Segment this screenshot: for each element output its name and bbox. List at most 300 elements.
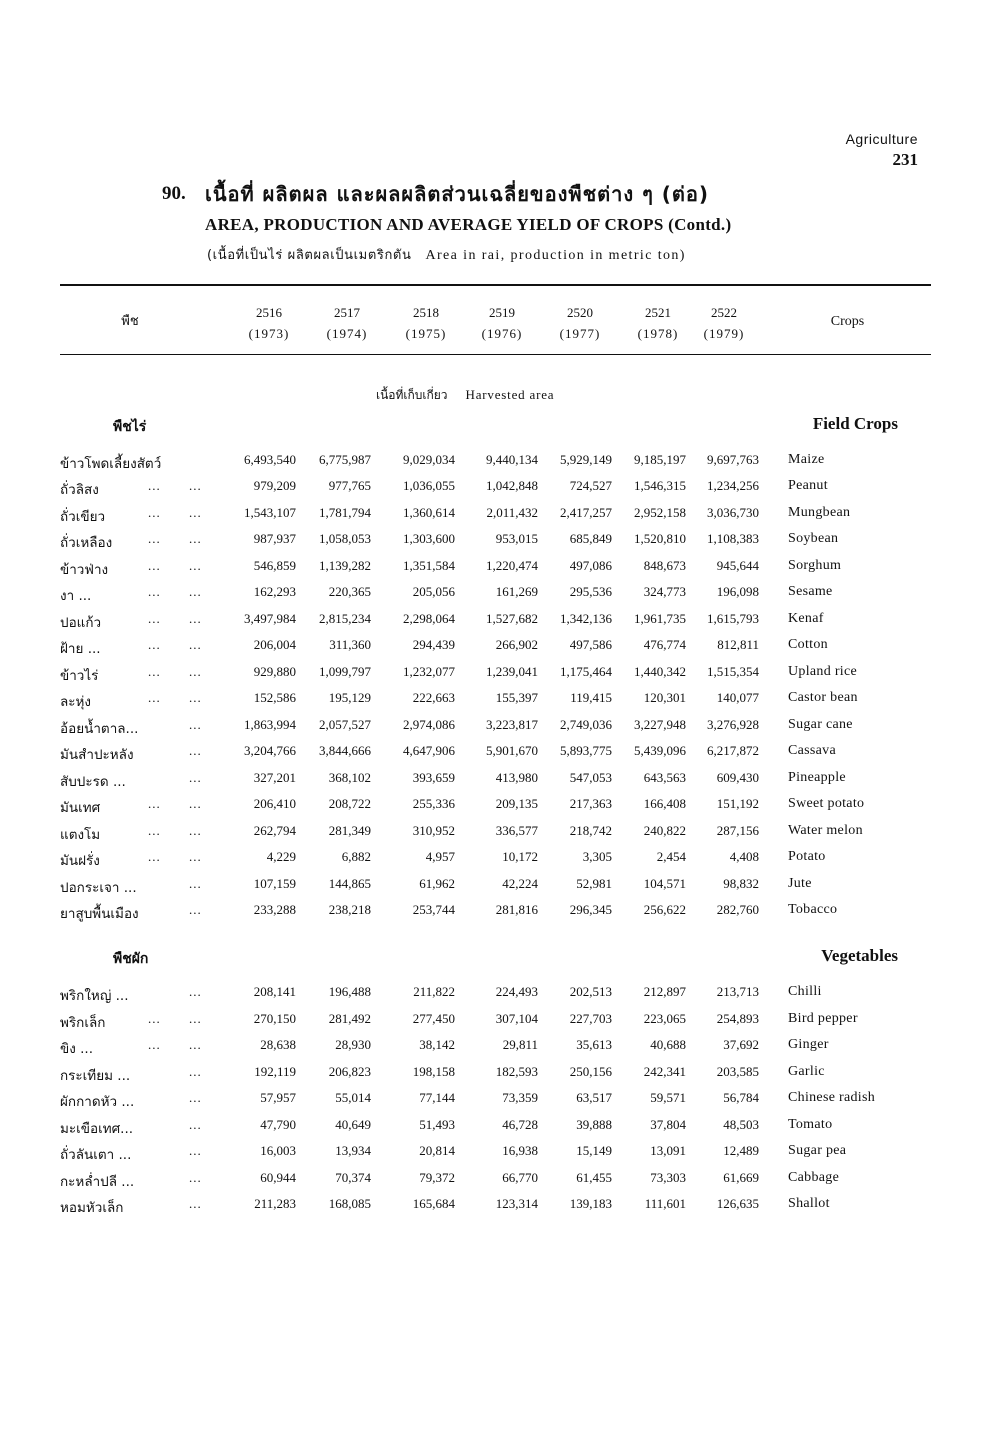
crop-name-thai: หอมหัวเล็ก [60,1200,124,1216]
crop-name-english: Shallot [788,1196,830,1211]
value-cell: 151,192 [716,796,759,811]
value-cell: 211,822 [413,984,455,999]
value-cell: 77,144 [419,1090,455,1105]
value-cell: 196,098 [716,584,759,599]
year-header [689,302,759,344]
value-cell: 155,397 [495,690,538,705]
year-header-buddhist: 2516 [256,305,282,320]
value-cell: 242,341 [643,1064,686,1079]
value-cell: 1,234,256 [707,478,759,493]
value-cell: 287,156 [716,823,759,838]
value-cell: 497,586 [569,637,612,652]
value-cell: 6,882 [341,849,371,864]
year-header-buddhist: 2521 [645,305,671,320]
crop-name-english: Soybean [788,531,839,546]
value-cell: 162,293 [253,584,296,599]
value-cell: 39,888 [576,1117,612,1132]
crop-name-thai: ฝ้าย ... [60,641,101,657]
leader-dots: ... [148,611,161,626]
crop-name-thai: ขิง ... [60,1041,93,1057]
crop-name-thai: พริกใหญ่ ... [60,988,129,1004]
value-cell: 48,503 [723,1117,759,1132]
value-cell: 104,571 [643,876,686,891]
subheading-english: Harvested area [465,387,555,402]
crop-name-thai: แตงโม [60,827,101,843]
value-cell: 1,515,354 [707,664,759,679]
crop-name-english: Ginger [788,1037,829,1052]
value-cell: 1,175,464 [560,664,612,679]
table-row [0,902,990,922]
leader-dots: ... [189,984,202,999]
value-cell: 1,139,282 [319,558,371,573]
year-header-gregorian: (1977) [559,326,601,341]
crop-name-thai: ถั่วลิสง [60,482,99,498]
value-cell: 4,408 [729,849,759,864]
value-cell: 206,823 [328,1064,371,1079]
value-cell: 218,742 [569,823,612,838]
value-cell: 685,849 [569,531,612,546]
value-cell: 140,077 [716,690,759,705]
year-header [545,302,615,344]
value-cell: 324,773 [643,584,686,599]
value-cell: 60,944 [260,1170,296,1185]
value-cell: 5,893,775 [560,743,612,758]
leader-dots: ... [148,1011,161,1026]
year-header-buddhist: 2518 [413,305,439,320]
year-header [391,302,461,344]
value-cell: 2,815,234 [319,611,371,626]
value-cell: 1,232,077 [403,664,455,679]
crop-name-thai: กระเทียม ... [60,1068,131,1084]
crop-name-english: Sugar cane [788,717,853,732]
value-cell: 254,893 [716,1011,759,1026]
value-cell: 1,058,053 [319,531,371,546]
value-cell: 3,305 [582,849,612,864]
value-cell: 266,902 [495,637,538,652]
year-header-buddhist: 2522 [711,305,737,320]
subheading-harvested-area [376,386,554,405]
crop-name-thai: สับปะรด ... [60,774,126,790]
value-cell: 9,185,197 [634,452,686,467]
value-cell: 35,613 [576,1037,612,1052]
value-cell: 37,692 [723,1037,759,1052]
value-cell: 3,223,817 [486,717,538,732]
value-cell: 2,417,257 [560,505,612,520]
crop-name-thai: ละหุ่ง [60,694,92,710]
crop-name-thai: ถั่วเหลือง [60,535,113,551]
value-cell: 295,536 [569,584,612,599]
value-cell: 152,586 [253,690,296,705]
column-header-crops: Crops [830,314,865,329]
value-cell: 55,014 [335,1090,371,1105]
table-header-rule [60,354,931,355]
value-cell: 166,408 [643,796,686,811]
crop-name-thai: ปอแก้ว [60,615,102,631]
value-cell: 262,794 [253,823,296,838]
value-cell: 220,365 [328,584,371,599]
value-cell: 40,688 [650,1037,686,1052]
value-cell: 3,844,666 [319,743,371,758]
value-cell: 144,865 [328,876,371,891]
table-title-english: AREA, PRODUCTION AND AVERAGE YIELD OF CROPS (Contd.) [205,215,732,234]
table-row [0,743,990,763]
crop-name-english: Water melon [788,823,863,838]
value-cell: 28,638 [260,1037,296,1052]
value-cell: 98,832 [723,876,759,891]
value-cell: 1,781,794 [319,505,371,520]
table-row [0,823,990,843]
table-row [0,1143,990,1163]
value-cell: 277,450 [412,1011,455,1026]
value-cell: 16,938 [502,1143,538,1158]
value-cell: 9,029,034 [403,452,455,467]
value-cell: 20,814 [419,1143,455,1158]
value-cell: 1,961,735 [634,611,686,626]
value-cell: 3,276,928 [707,717,759,732]
leader-dots: ... [189,876,202,891]
value-cell: 203,585 [716,1064,759,1079]
year-header-gregorian: (1974) [326,326,368,341]
value-cell: 202,513 [569,984,612,999]
year-header-gregorian: (1973) [248,326,290,341]
year-header-buddhist: 2517 [334,305,360,320]
table-row [0,611,990,631]
value-cell: 240,822 [643,823,686,838]
value-cell: 224,493 [495,984,538,999]
value-cell: 165,684 [412,1196,455,1211]
value-cell: 294,439 [412,637,455,652]
crop-name-english: Tobacco [788,902,838,917]
table-row [0,637,990,657]
value-cell: 5,439,096 [634,743,686,758]
value-cell: 310,952 [412,823,455,838]
table-row [0,452,990,472]
value-cell: 59,571 [650,1090,686,1105]
table-row [0,558,990,578]
value-cell: 282,760 [716,902,759,917]
unit-note-english: Area in rai, production in metric ton) [425,248,686,263]
crop-name-english: Cassava [788,743,836,758]
section-heading-thai: พืชผัก [113,951,149,967]
leader-dots: ... [189,637,202,652]
value-cell: 2,749,036 [560,717,612,732]
value-cell: 205,056 [412,584,455,599]
value-cell: 413,980 [495,770,538,785]
value-cell: 1,527,682 [486,611,538,626]
year-header-buddhist: 2520 [567,305,593,320]
value-cell: 311,360 [329,637,371,652]
value-cell: 2,057,527 [319,717,371,732]
value-cell: 212,897 [643,984,686,999]
table-row [0,690,990,710]
value-cell: 123,314 [495,1196,538,1211]
leader-dots: ... [189,664,202,679]
year-header-gregorian: (1975) [405,326,447,341]
value-cell: 307,104 [495,1011,538,1026]
value-cell: 393,659 [412,770,455,785]
leader-dots: ... [189,611,202,626]
value-cell: 51,493 [419,1117,455,1132]
value-cell: 4,957 [425,849,455,864]
leader-dots: ... [148,637,161,652]
value-cell: 1,520,810 [634,531,686,546]
crop-name-thai: ข้าวโพดเลี้ยงสัตว์ [60,456,162,472]
value-cell: 3,204,766 [244,743,296,758]
value-cell: 9,440,134 [486,452,538,467]
table-unit-note [207,244,686,265]
year-header-gregorian: (1976) [481,326,523,341]
year-header-gregorian: (1979) [703,326,745,341]
value-cell: 4,229 [266,849,296,864]
crop-name-english: Chinese radish [788,1090,876,1105]
crop-name-english: Sesame [788,584,833,599]
value-cell: 61,669 [723,1170,759,1185]
leader-dots: ... [189,1037,202,1052]
crop-name-thai: มันเทศ [60,800,101,816]
leader-dots: ... [148,531,161,546]
value-cell: 1,042,848 [486,478,538,493]
leader-dots: ... [148,690,161,705]
value-cell: 196,488 [328,984,371,999]
value-cell: 13,091 [650,1143,686,1158]
value-cell: 270,150 [253,1011,296,1026]
value-cell: 61,455 [576,1170,612,1185]
value-cell: 46,728 [502,1117,538,1132]
value-cell: 107,159 [253,876,296,891]
leader-dots: ... [189,1064,202,1079]
crop-name-english: Bird pepper [788,1011,858,1026]
leader-dots: ... [189,1170,202,1185]
crop-name-english: Chilli [788,984,822,999]
leader-dots: ... [189,531,202,546]
table-row [0,849,990,869]
value-cell: 126,635 [716,1196,759,1211]
value-cell: 1,440,342 [634,664,686,679]
value-cell: 1,360,614 [403,505,455,520]
value-cell: 16,003 [260,1143,296,1158]
value-cell: 198,158 [412,1064,455,1079]
leader-dots: ... [189,1090,202,1105]
value-cell: 3,497,984 [244,611,296,626]
value-cell: 206,410 [253,796,296,811]
leader-dots: ... [189,902,202,917]
table-title-thai: เนื้อที่ ผลิตผล และผลผลิตส่วนเฉลี่ยของพืชต่าง ๆ (ต่อ) [205,182,710,206]
crop-name-english: Sweet potato [788,796,865,811]
value-cell: 13,934 [335,1143,371,1158]
value-cell: 139,183 [569,1196,612,1211]
crop-name-english: Maize [788,452,825,467]
value-cell: 195,129 [328,690,371,705]
value-cell: 547,053 [569,770,612,785]
value-cell: 3,227,948 [634,717,686,732]
crop-name-thai: ผักกาดหัว ... [60,1094,135,1110]
value-cell: 1,303,600 [403,531,455,546]
value-cell: 1,036,055 [403,478,455,493]
leader-dots: ... [189,849,202,864]
value-cell: 42,224 [502,876,538,891]
value-cell: 73,303 [650,1170,686,1185]
table-top-rule [60,284,931,286]
running-head-section: Agriculture [845,131,918,147]
value-cell: 1,099,797 [319,664,371,679]
value-cell: 6,493,540 [244,452,296,467]
value-cell: 208,141 [253,984,296,999]
value-cell: 28,930 [335,1037,371,1052]
table-row [0,664,990,684]
leader-dots: ... [189,1143,202,1158]
leader-dots: ... [189,743,202,758]
leader-dots: ... [189,823,202,838]
table-row [0,1011,990,1031]
value-cell: 213,713 [716,984,759,999]
value-cell: 4,647,906 [403,743,455,758]
value-cell: 281,349 [328,823,371,838]
table-row [0,1196,990,1216]
value-cell: 111,601 [644,1196,686,1211]
year-header [467,302,537,344]
crop-name-english: Peanut [788,478,828,493]
value-cell: 12,489 [723,1143,759,1158]
value-cell: 953,015 [495,531,538,546]
value-cell: 208,722 [328,796,371,811]
value-cell: 10,172 [502,849,538,864]
value-cell: 1,342,136 [560,611,612,626]
value-cell: 222,663 [412,690,455,705]
value-cell: 56,784 [723,1090,759,1105]
value-cell: 5,901,670 [486,743,538,758]
unit-note-thai: (เนื้อที่เป็นไร่ ผลิตผลเป็นเมตริกตัน [207,248,412,263]
year-header-buddhist: 2519 [489,305,515,320]
value-cell: 66,770 [502,1170,538,1185]
crop-name-thai: มันสำปะหลัง [60,747,134,763]
crop-name-english: Jute [788,876,812,891]
value-cell: 281,492 [328,1011,371,1026]
value-cell: 233,288 [253,902,296,917]
value-cell: 1,351,584 [403,558,455,573]
value-cell: 2,298,064 [403,611,455,626]
value-cell: 1,108,383 [707,531,759,546]
leader-dots: ... [189,505,202,520]
value-cell: 15,149 [576,1143,612,1158]
value-cell: 977,765 [328,478,371,493]
value-cell: 6,217,872 [707,743,759,758]
table-row [0,876,990,896]
value-cell: 253,744 [412,902,455,917]
value-cell: 37,804 [650,1117,686,1132]
leader-dots: ... [189,1011,202,1026]
crop-name-english: Potato [788,849,826,864]
value-cell: 238,218 [328,902,371,917]
value-cell: 1,239,041 [486,664,538,679]
section-heading-english: Field Crops [812,414,898,433]
year-header [623,302,693,344]
leader-dots: ... [189,584,202,599]
crop-name-thai: งา ... [60,588,92,604]
crop-name-english: Sugar pea [788,1143,847,1158]
table-row [0,584,990,604]
value-cell: 609,430 [716,770,759,785]
leader-dots: ... [148,849,161,864]
value-cell: 2,454 [656,849,686,864]
value-cell: 223,065 [643,1011,686,1026]
value-cell: 29,811 [502,1037,538,1052]
leader-dots: ... [148,558,161,573]
crop-name-thai: กะหล่ำปลี ... [60,1174,135,1190]
section-heading-thai: พืชไร่ [113,419,147,435]
value-cell: 368,102 [328,770,371,785]
value-cell: 945,644 [716,558,759,573]
value-cell: 327,201 [253,770,296,785]
value-cell: 70,374 [335,1170,371,1185]
value-cell: 2,952,158 [634,505,686,520]
column-header-crop-thai: พืช [121,314,139,329]
value-cell: 812,811 [717,637,759,652]
table-row [0,770,990,790]
crop-name-english: Cotton [788,637,828,652]
leader-dots: ... [148,505,161,520]
crop-name-english: Mungbean [788,505,851,520]
value-cell: 476,774 [643,637,686,652]
value-cell: 61,962 [419,876,455,891]
crop-name-thai: ถั่วเขียว [60,509,106,525]
value-cell: 182,593 [495,1064,538,1079]
value-cell: 3,036,730 [707,505,759,520]
crop-name-thai: พริกเล็ก [60,1015,106,1031]
value-cell: 73,359 [502,1090,538,1105]
value-cell: 211,283 [254,1196,296,1211]
leader-dots: ... [189,558,202,573]
value-cell: 209,135 [495,796,538,811]
table-number: 90. [162,183,186,204]
crop-name-thai: ถั่วลันเตา ... [60,1147,132,1163]
leader-dots: ... [189,717,202,732]
table-row [0,984,990,1004]
value-cell: 47,790 [260,1117,296,1132]
value-cell: 38,142 [419,1037,455,1052]
table-row [0,717,990,737]
leader-dots: ... [148,584,161,599]
crop-name-english: Sorghum [788,558,842,573]
value-cell: 987,937 [253,531,296,546]
year-header-gregorian: (1978) [637,326,679,341]
value-cell: 255,336 [412,796,455,811]
value-cell: 2,974,086 [403,717,455,732]
value-cell: 120,301 [643,690,686,705]
table-row [0,531,990,551]
value-cell: 546,859 [253,558,296,573]
value-cell: 227,703 [569,1011,612,1026]
leader-dots: ... [148,664,161,679]
value-cell: 5,929,149 [560,452,612,467]
leader-dots: ... [189,478,202,493]
leader-dots: ... [189,770,202,785]
table-row [0,1170,990,1190]
crop-name-english: Garlic [788,1064,825,1079]
crop-name-english: Kenaf [788,611,824,626]
value-cell: 1,615,793 [707,611,759,626]
section-heading-english: Vegetables [821,946,898,965]
value-cell: 217,363 [569,796,612,811]
value-cell: 848,673 [643,558,686,573]
leader-dots: ... [189,1196,202,1211]
value-cell: 63,517 [576,1090,612,1105]
value-cell: 52,981 [576,876,612,891]
crop-name-thai: มะเขือเทศ... [60,1121,134,1137]
year-header [234,302,304,344]
year-header [312,302,382,344]
crop-name-thai: มันฝรั่ง [60,853,100,869]
value-cell: 57,957 [260,1090,296,1105]
